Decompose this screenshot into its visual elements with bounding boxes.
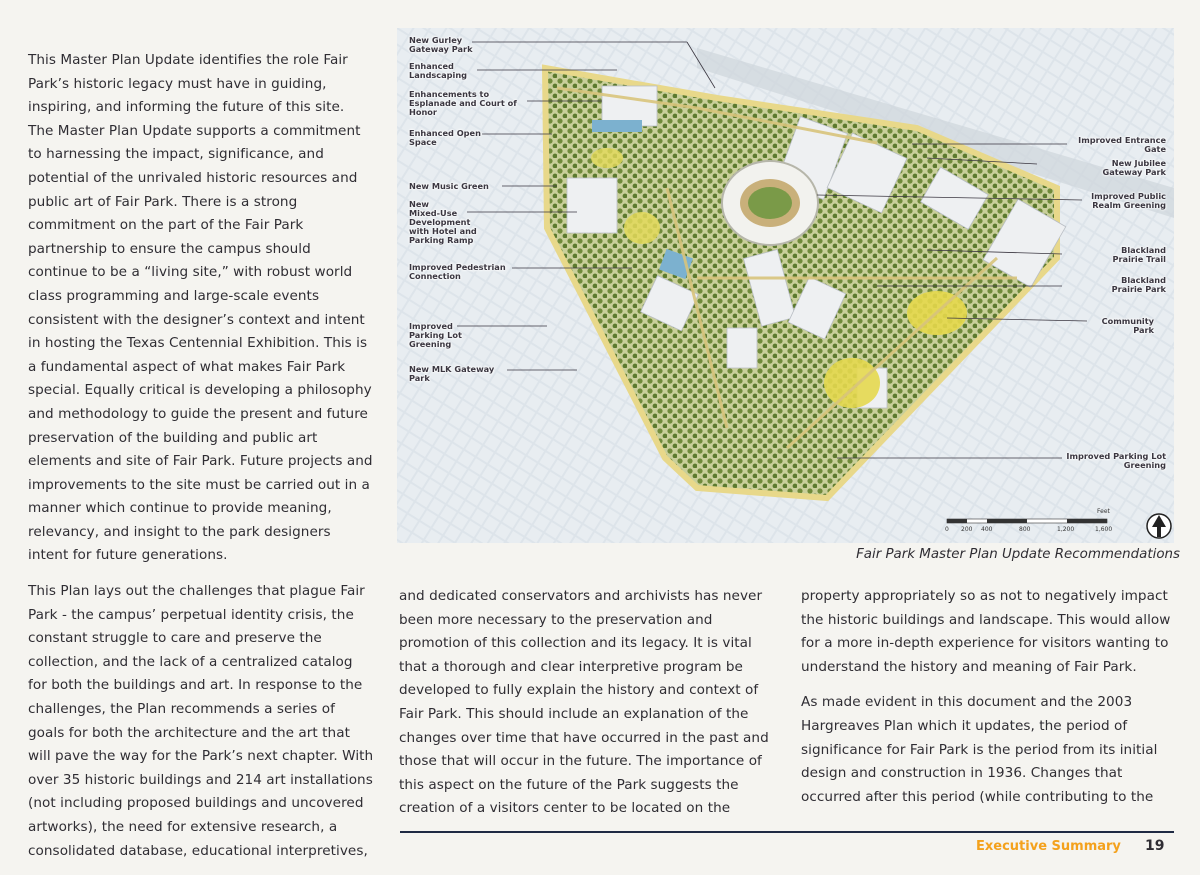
map-label: New Mixed-Use Development with Hotel and Parking Ramp [409, 199, 477, 245]
site-plan-map [397, 28, 1174, 543]
scale-tick: 1,200 [1057, 526, 1075, 533]
paragraph: As made evident in this document and the 2003 Hargreaves Plan which it updates, the period of significance for Fair Park is the period from its initial design and construction in 1936. Changes that occurred after this period (while contributing to the [801, 694, 1158, 805]
scale-tick: 800 [1019, 526, 1031, 533]
paragraph: and dedicated conservators and archivists has never been more necessary to the preservation and promotion of this collection and its legacy. It is vital that a thorough and clear interpretive program be developed to fully explain the history and context of Fair Park. This should include an explanation of the changes over time that have occurred in the past and those that will occur in the future. The importance of this aspect on the future of the Park suggests the creation of a visitors center to be located on the [399, 588, 769, 817]
map-label: New MLK Gateway Park [409, 364, 495, 383]
body-column-1 [28, 49, 374, 875]
scale-unit: Feet [1097, 508, 1110, 515]
map-label: Enhanced Open Space [409, 128, 481, 147]
map-label: Improved Entrance Gate [1078, 135, 1166, 154]
map-label: Community Park [1101, 316, 1154, 335]
map-label: Improved Parking Lot Greening [1066, 451, 1166, 470]
paragraph: This Plan lays out the challenges that plague Fair Park - the campus’ perpetual identity crisis, the constant struggle to care and preserve the collection, and the lack of a centralized catalog for both the buildings and art. In response to the challenges, the Plan recommends a series of goals for both the architecture and the art that will pave the way for the Park’s next chapter. With over 35 historic buildings and 214 art installations (not including proposed buildings and uncovered artworks), the need for extensive research, a consolidated database, educational interpretives, [28, 583, 374, 859]
paragraph: property appropriately so as not to negatively impact the historic buildings and landscape. This would allow for a more in-depth experience for visitors wanting to understand the history and meaning of Fair Park. [801, 588, 1171, 675]
paragraph: This Master Plan Update identifies the role Fair Park’s historic legacy must have in guiding, inspiring, and informing the future of this site. The Master Plan Update supports a commitment to harnessing the impact, significance, and potential of the unrivaled historic resources and public art of Fair Park. There is a strong commitment on the part of the Fair Park partnership to ensure the campus should continue to be a “living site,” with robust world class programming and large-scale events consistent with the designer’s context and intent in hosting the Texas Centennial Exhibition. This is a fundamental aspect of what makes Fair Park special. Equally critical is developing a philosophy and methodology to guide the present and future preservation of the building and public art elements and site of Fair Park. Future projects and improvements to the site must be carried out in a manner which continue to provide meaning, relevancy, and insight to the park designers intent for future generations. [28, 52, 373, 564]
map-label: New Music Green [409, 181, 489, 191]
scale-tick: 1,600 [1095, 526, 1113, 533]
page-number: 19 [1145, 838, 1165, 854]
body-column-3 [801, 585, 1176, 821]
footer-section-label: Executive Summary [976, 839, 1121, 854]
scale-tick: 400 [981, 526, 993, 533]
map-label: Enhanced Landscaping [409, 61, 468, 80]
map-label: Blackland Prairie Park [1111, 275, 1166, 294]
body-column-2 [399, 585, 774, 833]
map-label: Improved Pedestrian Connection [409, 262, 506, 281]
scale-tick: 0 [945, 526, 949, 533]
map-label: Enhancements to Esplanade and Court of Honor [409, 89, 517, 117]
map-label: New Jubilee Gateway Park [1102, 158, 1166, 177]
scale-tick: 200 [961, 526, 973, 533]
map-label: Improved Public Realm Greening [1091, 191, 1166, 210]
figure-caption: Fair Park Master Plan Update Recommendations [856, 547, 1180, 562]
map-label: New Gurley Gateway Park [409, 35, 473, 54]
map-label: Blackland Prairie Trail [1112, 245, 1166, 264]
footer-divider [400, 831, 1174, 833]
map-label: Improved Parking Lot Greening [409, 321, 462, 349]
scale-bar [945, 508, 1115, 538]
